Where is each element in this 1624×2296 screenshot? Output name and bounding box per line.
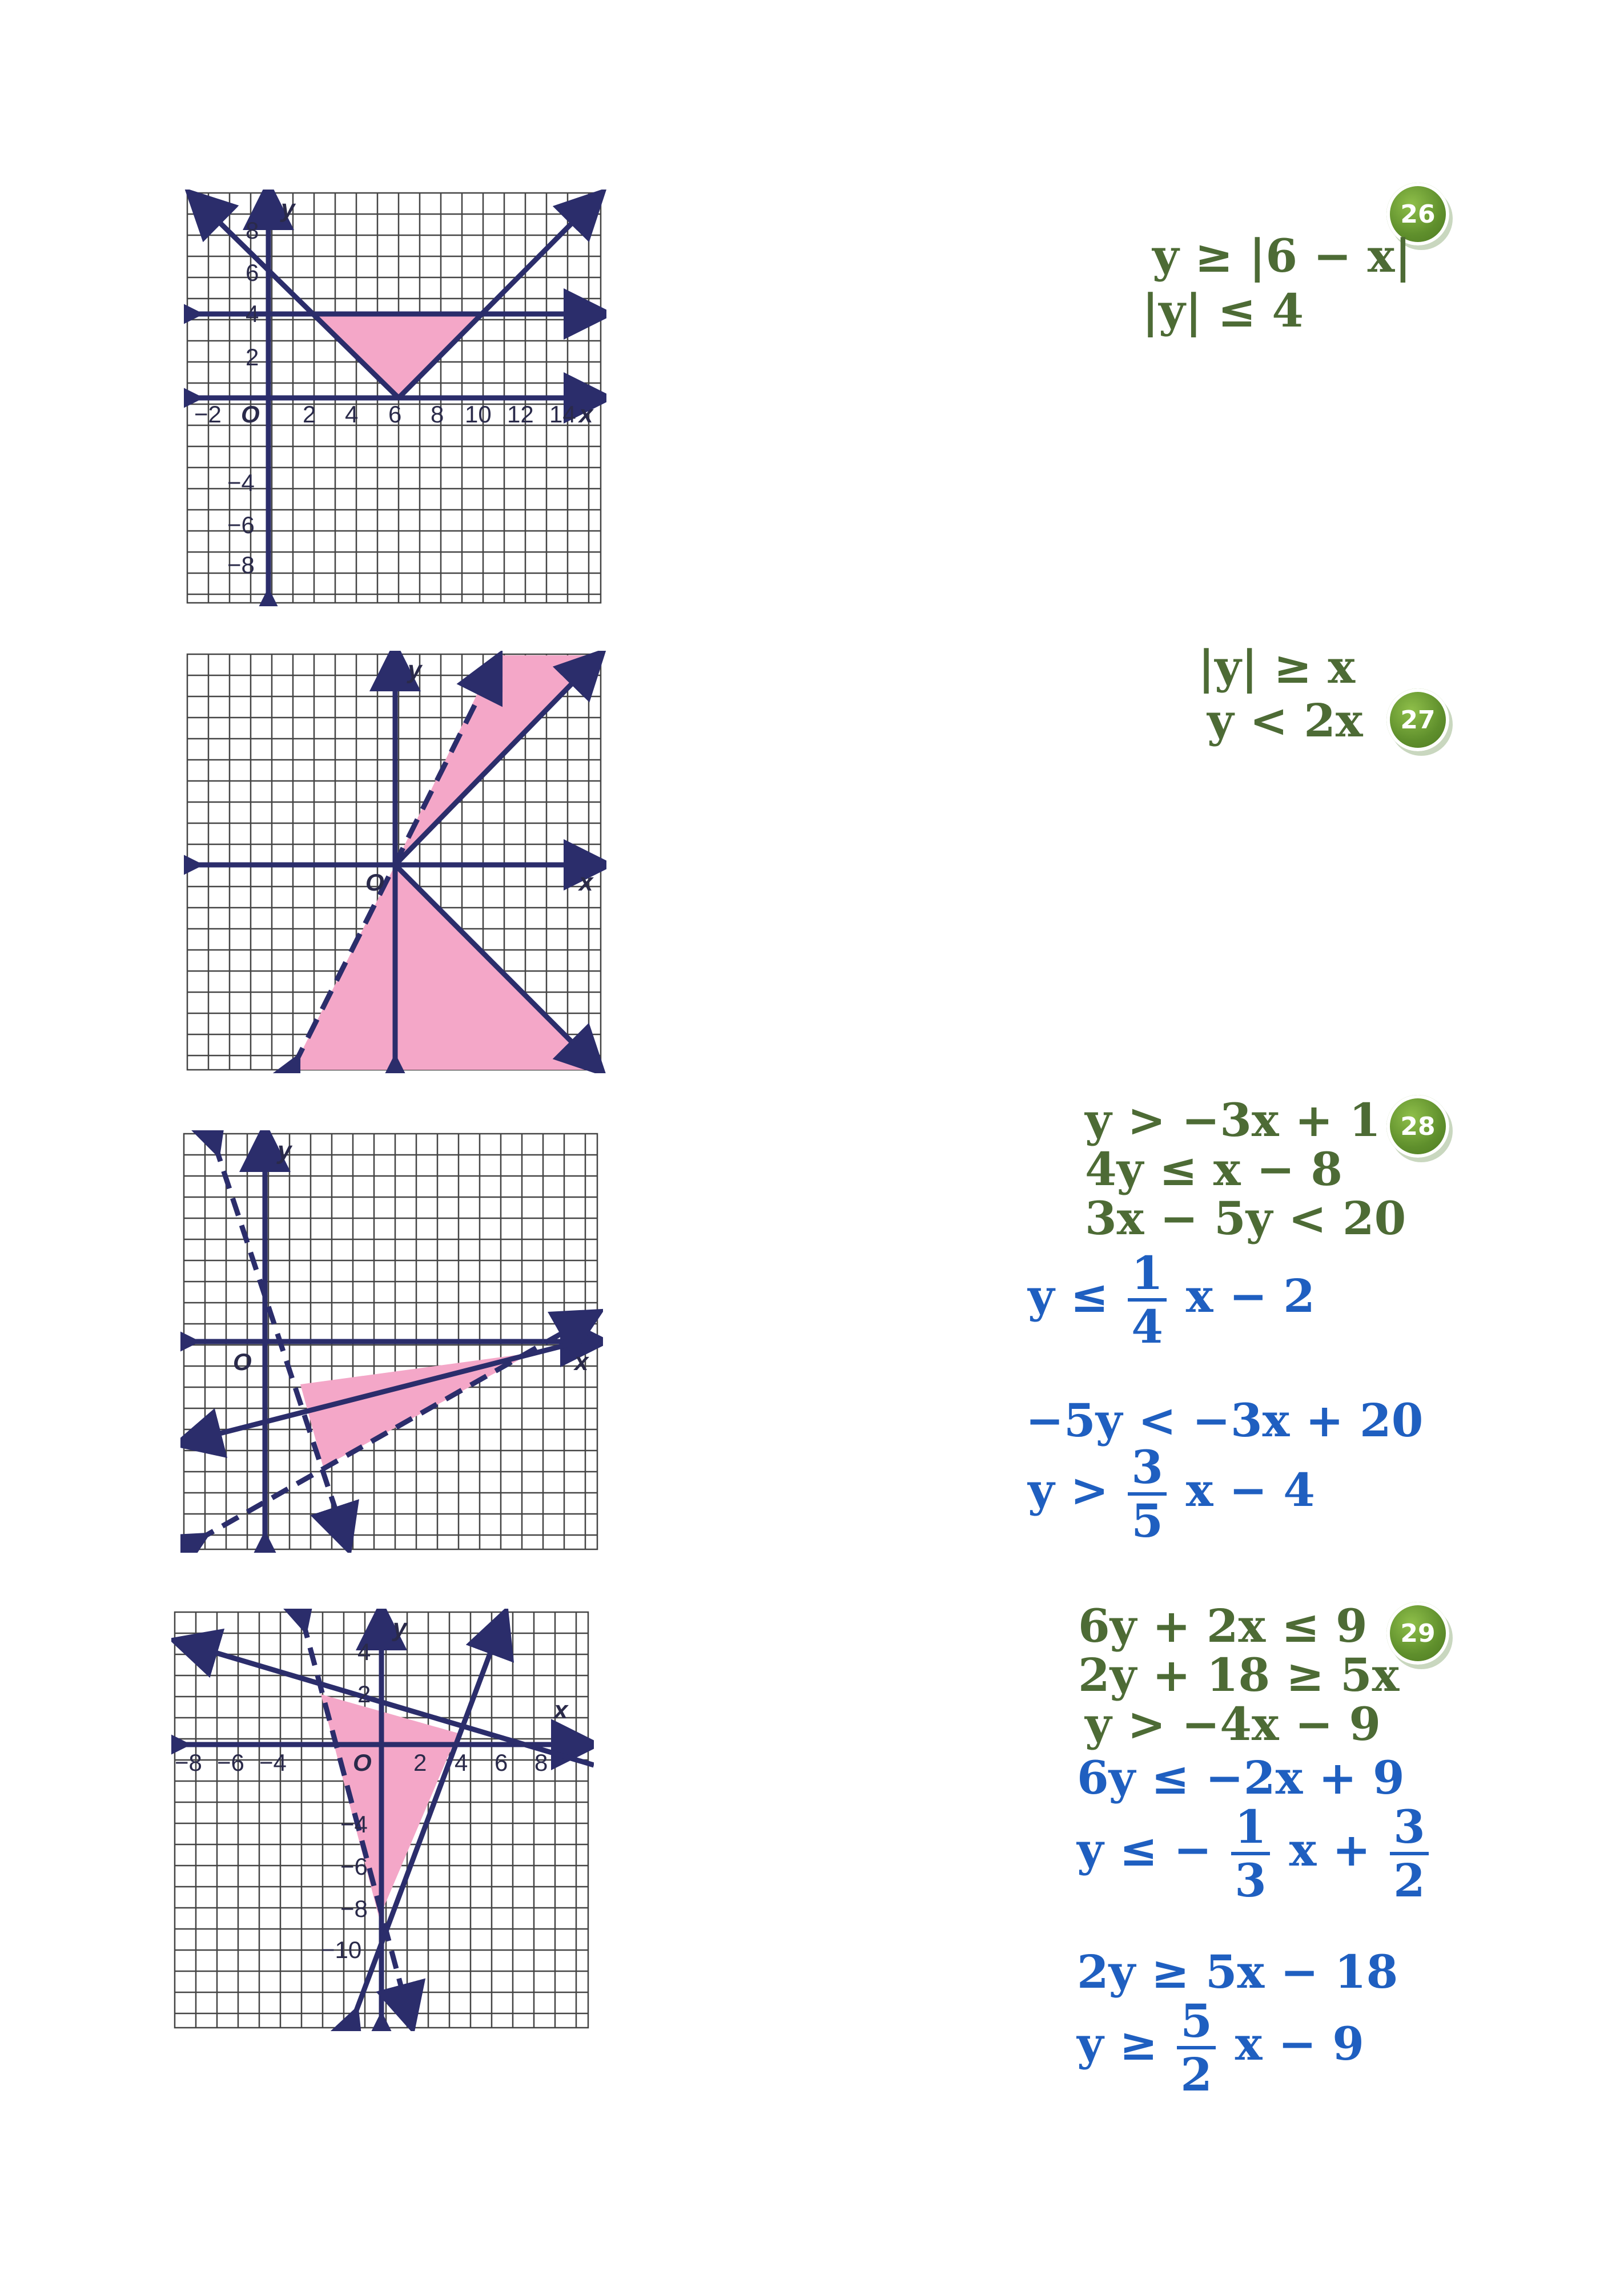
y-tick-29: −6 [340,1853,368,1880]
y-tick-26: 4 [246,300,259,327]
x-tick-26: 2 [303,401,316,428]
origin-label-28: O [233,1348,252,1375]
given-inequality: 4y ≤ x − 8 [1085,1142,1342,1196]
origin-label-27: O [365,869,384,896]
problem-number-badge-28: 28 [1386,1095,1449,1158]
fraction: $\frac{3}{5}$ [1128,1444,1167,1544]
x-tick-26: 12 [507,401,534,428]
y-tick-26: 2 [246,344,259,370]
shaded-region-27-lower [292,865,600,1070]
problem-number-badge-26: 26 [1386,183,1449,245]
shaded-region-26 [312,314,485,398]
origin-label-29: O [353,1749,372,1776]
y-tick-29: 2 [357,1681,371,1707]
x-tick-29: 2 [413,1749,427,1776]
given-inequality: 2y + 18 ≥ 5x [1078,1648,1400,1702]
solution-step: −5y < −3x + 20 [1026,1393,1424,1447]
x-axis-label-27: x [579,868,593,896]
solution-step: y ≤ − $\frac{1}{3}$ x + $\frac{3}{2}$ [1077,1804,1432,1903]
y-tick-29: −4 [340,1811,368,1838]
x-tick-26: 14 [549,401,576,428]
given-inequality: y > −3x + 1 [1085,1093,1381,1147]
given-inequality: y < 2x [1207,694,1363,747]
y-tick-26: −4 [227,469,255,496]
given-inequality: y > −4x − 9 [1085,1697,1381,1751]
x-tick-29: −4 [259,1749,287,1776]
y-axis-label-29: y [393,1614,407,1642]
x-tick-26: −2 [194,401,222,428]
y-tick-26: −8 [227,551,255,578]
x-tick-29: −8 [175,1749,202,1776]
solution-step: y > $\frac{3}{5}$ x − 4 [1028,1440,1315,1548]
y-axis-label-28: y [278,1137,292,1165]
y-tick-29: −8 [340,1895,368,1922]
graph-28 [180,1130,603,1553]
graph-29 [171,1609,594,2031]
graph-27-svg [184,651,606,1073]
x-axis-label-29: x [554,1696,568,1724]
solution-step: y ≤ $\frac{1}{4}$ x − 2 [1028,1246,1315,1354]
y-axis-label-27: y [408,656,422,684]
solution-step: y ≥ $\frac{5}{2}$ x − 9 [1077,1994,1364,2101]
given-inequality: |y| ≤ 4 [1142,284,1304,337]
x-tick-26: 4 [345,401,359,428]
origin-label-26: O [241,401,260,428]
shaded-region-29 [321,1694,458,1918]
x-tick-29: −6 [217,1749,244,1776]
graph-27 [184,651,606,1073]
graph-26 [184,190,606,606]
problem-number-badge-29: 29 [1386,1602,1449,1665]
y-tick-26: −6 [227,511,255,538]
x-tick-26: 10 [465,401,492,428]
problem-number-badge-27: 27 [1386,688,1449,751]
y-axis-label-26: y [281,195,295,223]
x-tick-26: 6 [388,401,402,428]
graph-28-svg [180,1130,603,1553]
graph-26-svg [184,190,606,606]
solution-step: 6y ≤ −2x + 9 [1077,1751,1405,1804]
y-tick-29: −10 [321,1936,362,1963]
x-tick-29: 4 [455,1749,468,1776]
fraction: $\frac{1}{3}$ [1231,1804,1270,1903]
x-tick-26: 8 [431,401,444,428]
y-tick-26: 6 [246,259,259,286]
x-axis-label-26: x [579,400,593,428]
fraction: $\frac{1}{4}$ [1128,1250,1167,1350]
fraction: $\frac{3}{2}$ [1390,1804,1429,1903]
x-tick-29: 8 [534,1749,548,1776]
x-axis-label-28: x [574,1348,589,1376]
given-inequality: |y| ≥ x [1198,640,1356,694]
given-inequality: 3x − 5y < 20 [1085,1191,1406,1245]
graph-29-svg [171,1609,594,2031]
y-tick-26: 8 [246,217,259,244]
fraction: $\frac{5}{2}$ [1177,1998,1216,2097]
solution-step: 2y ≥ 5x − 18 [1077,1945,1398,1999]
x-tick-29: 6 [495,1749,508,1776]
given-inequality: y ≥ |6 − x| [1152,229,1412,283]
given-inequality: 6y + 2x ≤ 9 [1078,1599,1368,1653]
y-tick-29: 4 [357,1638,371,1665]
